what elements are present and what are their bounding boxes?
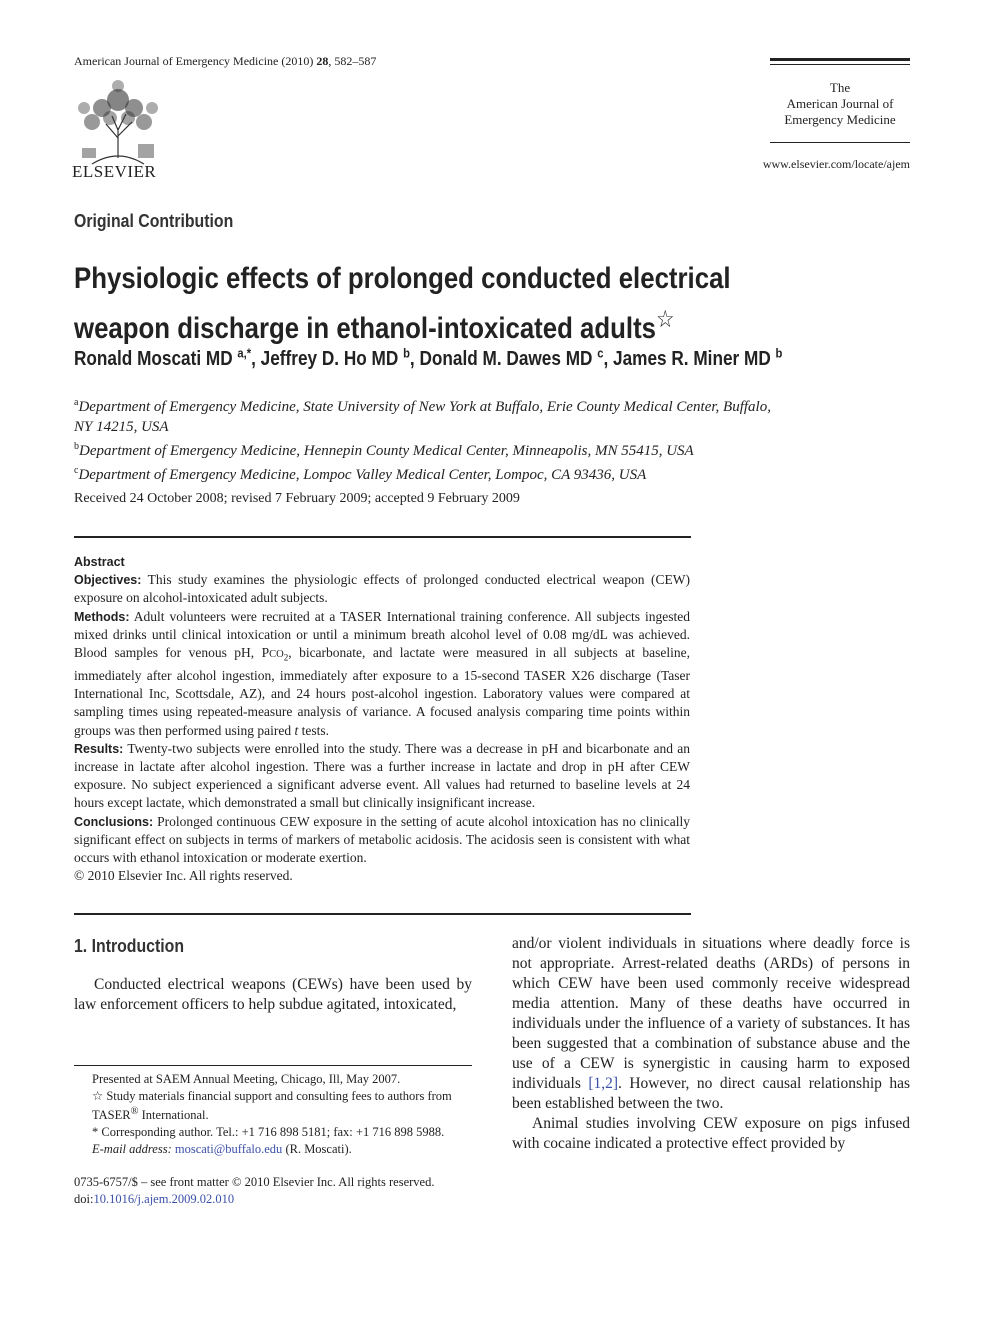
publisher-name: ELSEVIER: [72, 162, 157, 181]
author-list: [74, 345, 917, 371]
abstract-rule-top: [74, 536, 691, 538]
affiliation-continued: NY 14215, USA: [74, 419, 169, 435]
doi-line: doi:10.1016/j.ajem.2009.02.010: [74, 1192, 235, 1206]
footnote-support: ☆ Study materials financial support and consulting fees to authors from TASER® International.: [92, 1088, 452, 1123]
affiliation: $^c$Department of Emergency Medicine, Lompoc Valley Medical Center, Lompoc, CA 93436, USA: [74, 465, 647, 483]
abstract-results: Results: Twenty-two subjects were enrolled into the study. There was a decrease in pH and bicarbonate and an increase in lactate after alcohol ingestion. There was a further increase in lactate and drop in pH after CEW exposure. No subject experienced a significant adverse event. All values had returned to baseline levels at 24 hours except lactate, which demonstrated a small but clinically insignificant increase.: [74, 740, 690, 811]
footnotes: [74, 1071, 472, 1157]
received-dates: Received 24 October 2008; revised 7 February 2009; accepted 9 February 2009: [74, 491, 520, 506]
abstract-objectives: Objectives: This study examines the physiologic effects of prolonged conducted electrical weapon (CEW) exposure on alcohol-intoxicated adult subjects.: [74, 572, 690, 606]
journal-citation: American Journal of Emergency Medicine (2010) 28, 582–587: [74, 54, 377, 68]
footnote-email: E-mail address: moscati@buffalo.edu (R. Moscati).: [92, 1141, 352, 1156]
footnote-corresponding: * Corresponding author. Tel.: +1 716 898 5181; fax: +1 716 898 5988.: [92, 1124, 445, 1139]
front-matter: [74, 1174, 494, 1208]
affiliation: $^a$Department of Emergency Medicine, State University of New York at Buffalo, Erie County Medical Center, Buffalo,: [74, 397, 771, 415]
abstract: [74, 553, 690, 885]
masthead-rule: [770, 58, 910, 61]
author: Ronald Moscati MD $^{a,*}$,: [74, 345, 261, 370]
email-link[interactable]: moscati@buffalo.edu: [174, 1141, 283, 1156]
doi-link[interactable]: 10.1016/j.ajem.2009.02.010: [93, 1192, 235, 1206]
star-icon: ☆: [92, 1088, 104, 1103]
footnote-presented: Presented at SAEM Annual Meeting, Chicago, Ill, May 2007.: [92, 1072, 401, 1086]
body-column-left: [74, 936, 472, 1015]
body-paragraph: Conducted electrical weapons (CEWs) have been used by law enforcement officers to help subdue agitated, intoxicated,: [74, 976, 472, 1013]
abstract-heading: Abstract: [74, 555, 125, 569]
abstract-methods: Methods: Adult volunteers were recruited at a TASER International training conference. All subjects ingested mixed drinks until clinical intoxication or until a minimum breath alcohol level of 0.08 mg/dL was achieved. Blood samples for venous pH, $PCO_2$, bicarbonate, and lactate were measured in all subjects at baseline, immediately after alcohol ingestion, immediately after exposure to a 15-second TASER X26 discharge (Taser International Inc, Scottsdale, AZ), and 24 hours post-alcohol ingestion. Laboratory values were compared at sampling times using repeated-measure analysis of variance. A focused analysis comparing time points within groups was then performed using paired t tests.: [74, 608, 690, 738]
body-paragraph: and/or violent individuals in situations where deadly force is not appropriate. Arrest-related deaths (ARDs) of persons in which CEW have been used commonly receive widespread media attention. Many of these deaths have occurred in individuals under the influence of a variety of substances. It has been suggested that a combination of substance abuse and the use of a CEW is synergistic in causing harm to exposed individuals [1,2]. However, no direct causal relationship has been established between the two.: [512, 935, 911, 1112]
article-section: Original Contribution: [74, 211, 234, 231]
journal-masthead: The American Journal of Emergency Medicine: [784, 80, 896, 127]
masthead-rule-thin: [770, 64, 910, 65]
abstract-copyright: © 2010 Elsevier Inc. All rights reserved.: [74, 868, 293, 884]
journal-url[interactable]: www.elsevier.com/locate/ajem: [762, 157, 910, 171]
affiliations: [74, 393, 874, 485]
body-column-right: [512, 934, 910, 1154]
abstract-rule-bottom: [74, 913, 691, 915]
footnote-rule: [74, 1065, 472, 1066]
author: Donald M. Dawes MD $^c$,: [419, 345, 614, 370]
reference-link[interactable]: [1,2]: [588, 1075, 619, 1092]
article-title: Physiologic effects of prolonged conducted electrical weapon discharge in ethanol-intoxicated adults☆: [74, 262, 731, 345]
author: James R. Miner MD $^b$: [613, 345, 783, 370]
section-heading: 1. Introduction: [74, 936, 184, 956]
body-paragraph: Animal studies involving CEW exposure on pigs infused with cocaine indicated a protective effect provided by: [512, 1115, 910, 1152]
affiliation: $^b$Department of Emergency Medicine, Hennepin County Medical Center, Minneapolis, MN 55415, USA: [74, 441, 694, 459]
masthead-rule-bottom: [770, 142, 910, 143]
title-star-icon[interactable]: ☆: [656, 306, 675, 333]
issn-line: 0735-6757/$ – see front matter © 2010 Elsevier Inc. All rights reserved.: [74, 1175, 435, 1189]
abstract-conclusions: Conclusions: Prolonged continuous CEW exposure in the setting of acute alcohol intoxication has no clinically significant effect on subjects in terms of markers of metabolic acidosis. The acidosis seen is consistent with what occurs with ethanol intoxication or moderate exertion.: [74, 813, 690, 865]
author: Jeffrey D. Ho MD $^b$,: [260, 345, 420, 370]
